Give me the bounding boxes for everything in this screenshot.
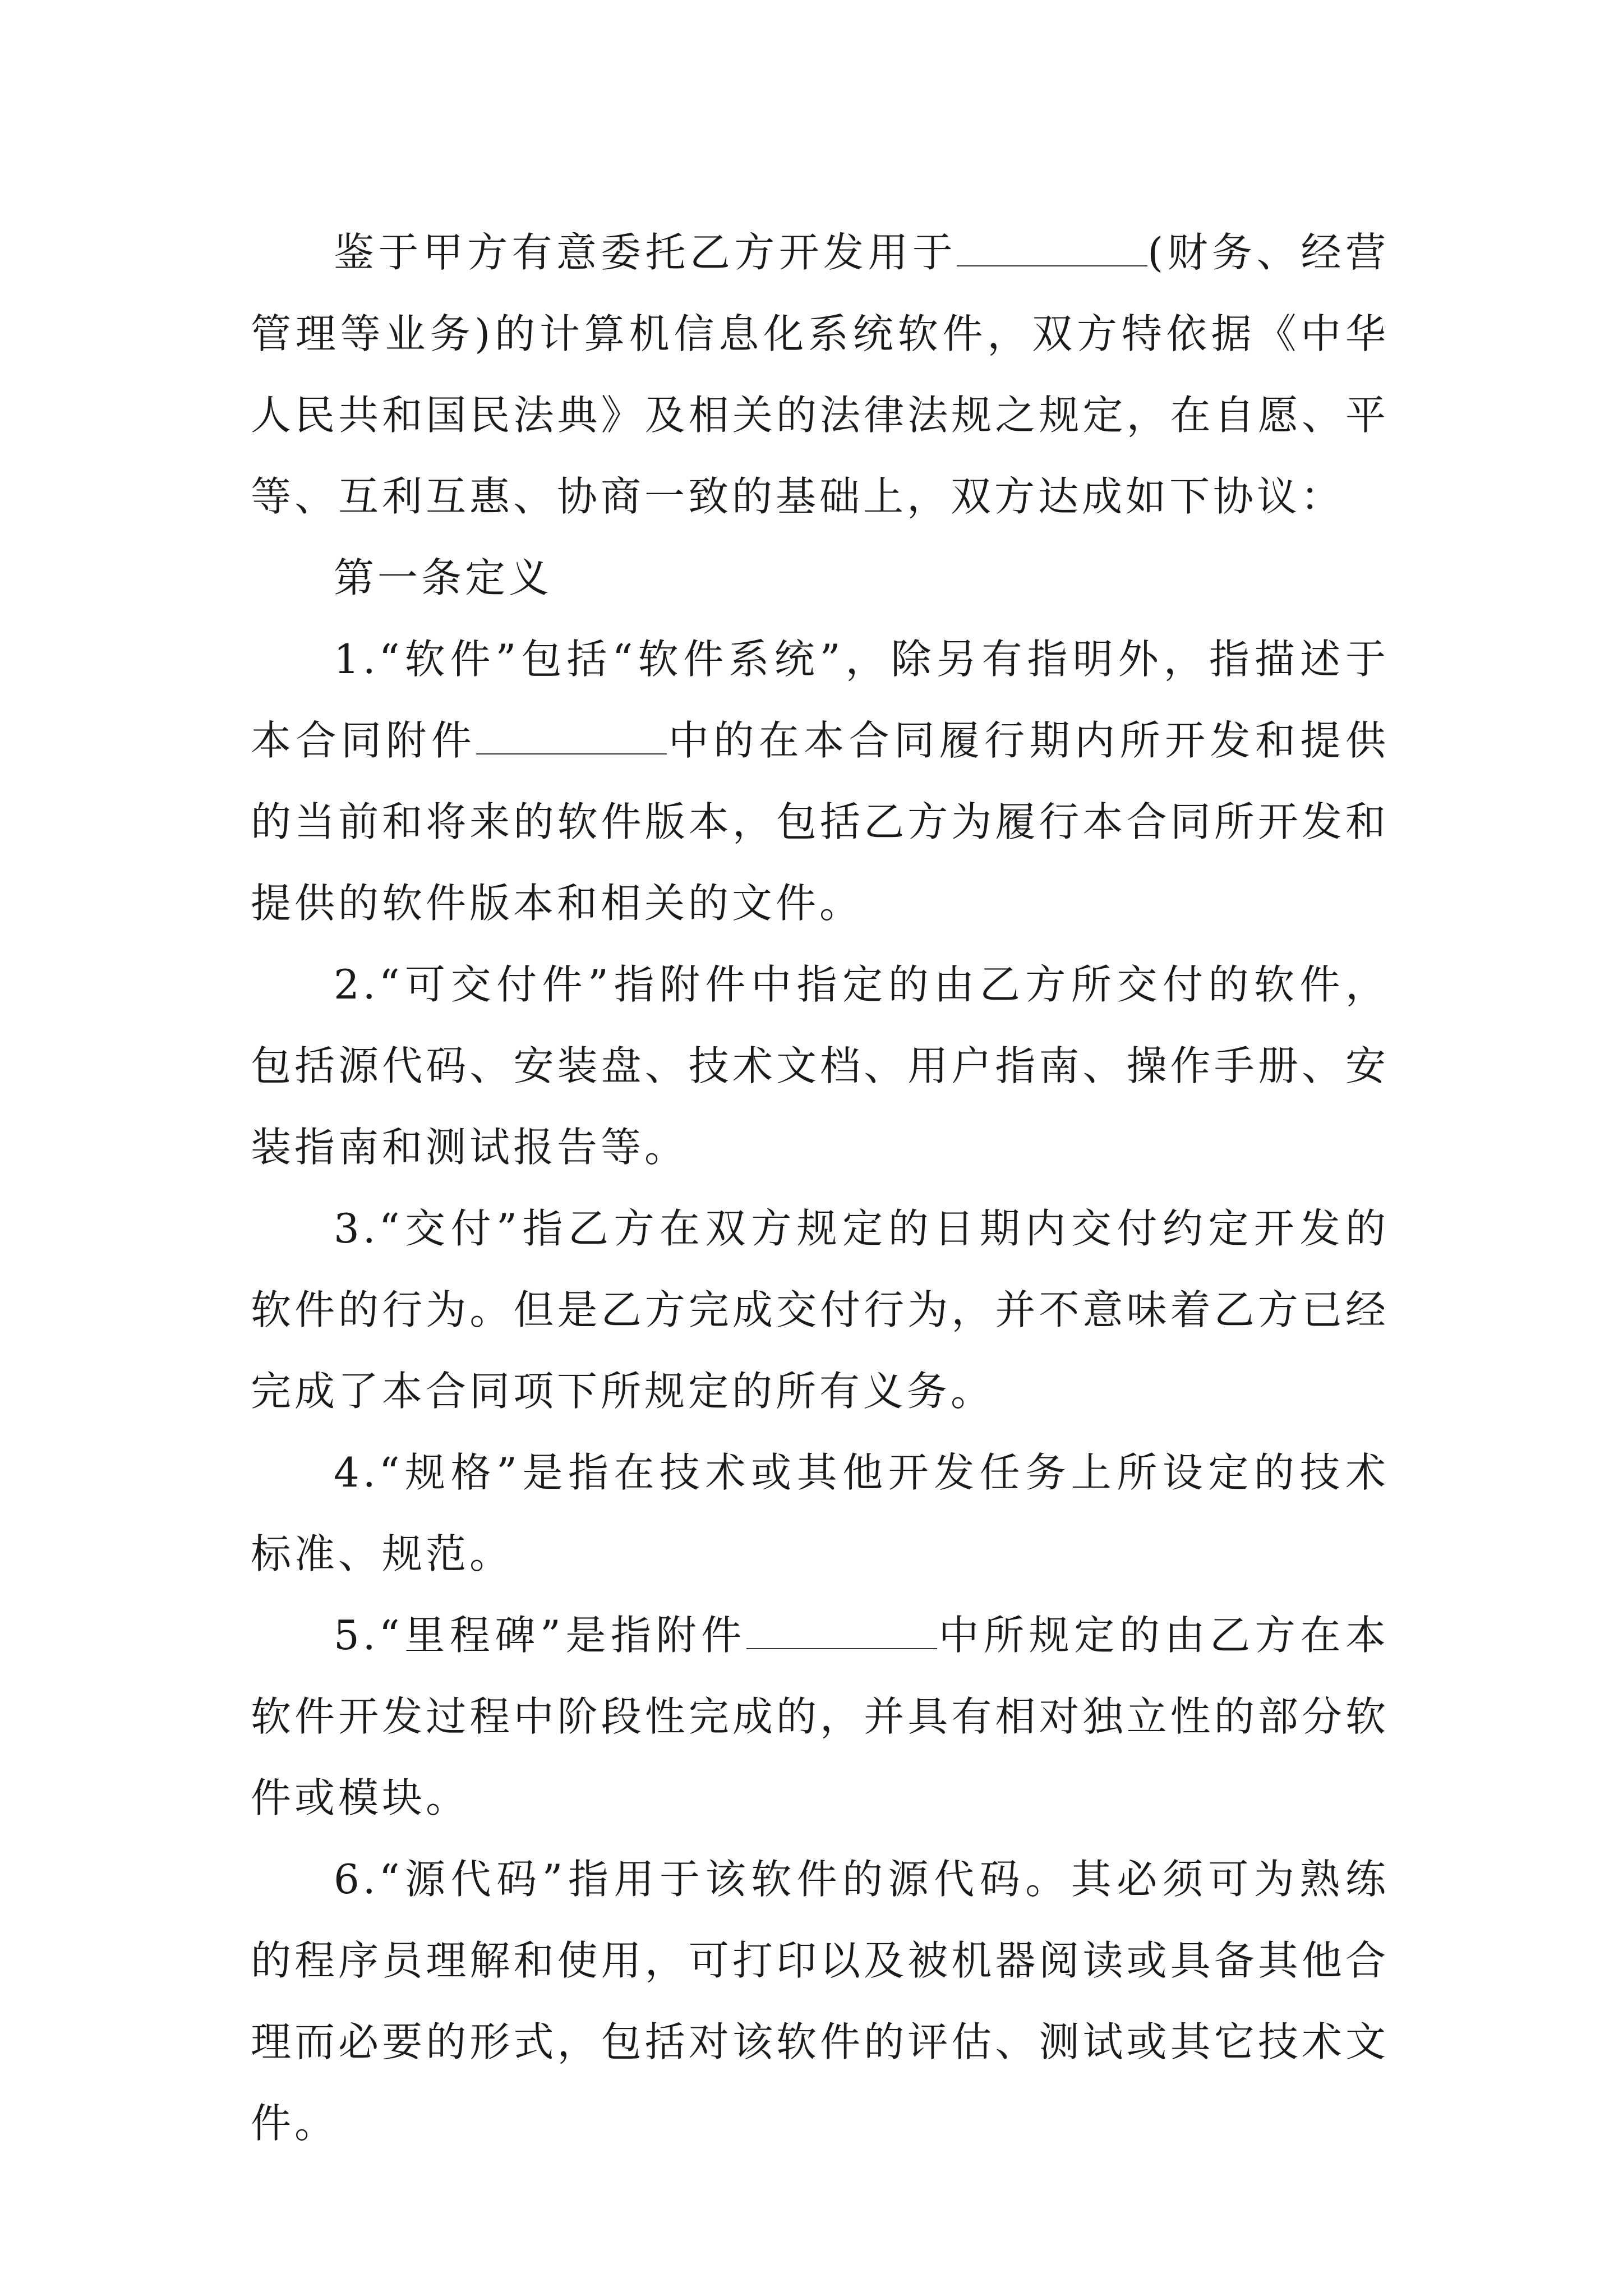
clause-3: 3.“交付”指乙方在双方规定的日期内交付约定开发的软件的行为。但是乙方完成交付行为，并不意味着乙方已经完成了本合同项下所规定的所有义务。 — [251, 1205, 1389, 1415]
preamble-paragraph — [251, 212, 1389, 537]
clause-4: 4.“规格”是指在技术或其他开发任务上所设定的技术标准、规范。 — [251, 1449, 1389, 1577]
article-title: 第一条定义 — [334, 554, 553, 601]
clause-2: 2.“可交付件”指附件中指定的由乙方所交付的软件，包括源代码、安装盘、技术文档、用户指南、操作手册、安装指南和测试报告等。 — [251, 961, 1389, 1171]
preamble-text-start: 鉴于甲方有意委托乙方开发用于 — [334, 229, 957, 276]
document-body — [251, 212, 1389, 2164]
clause-5 — [251, 1595, 1389, 1839]
clause-1-text-start: 1.“软件”包括“软件系统”，除另有指明外，指描述于本合同附件 — [251, 636, 1389, 764]
clause-1-text-end: 中的在本合同履行期内所开发和提供的当前和将来的软件版本，包括乙方为履行本合同所开发和提供的软件版本和相关的文件。 — [251, 717, 1389, 927]
clause-5-text-start: 5.“里程碑”是指附件 — [334, 1612, 746, 1659]
fill-in-blank-milestone-annex — [746, 1614, 937, 1649]
preamble-text-end: (财务、经营管理等业务)的计算机信息化系统软件，双方特依据《中华人民共和国民法典》及相关的法律法规之规定，在自愿、平等、互利互惠、协商一致的基础上，双方达成如下协议： — [251, 229, 1389, 520]
fill-in-blank-annex — [476, 720, 667, 754]
fill-in-blank-purpose — [957, 232, 1147, 266]
clause-1 — [251, 619, 1389, 944]
clause-5-text-end: 中所规定的由乙方在本软件开发过程中阶段性完成的，并具有相对独立性的部分软件或模块。 — [251, 1612, 1389, 1821]
clause-6: 6.“源代码”指用于该软件的源代码。其必须可为熟练的程序员理解和使用，可打印以及被机器阅读或具备其他合理而必要的形式，包括对该软件的评估、测试或其它技术文件。 — [251, 1856, 1389, 2147]
